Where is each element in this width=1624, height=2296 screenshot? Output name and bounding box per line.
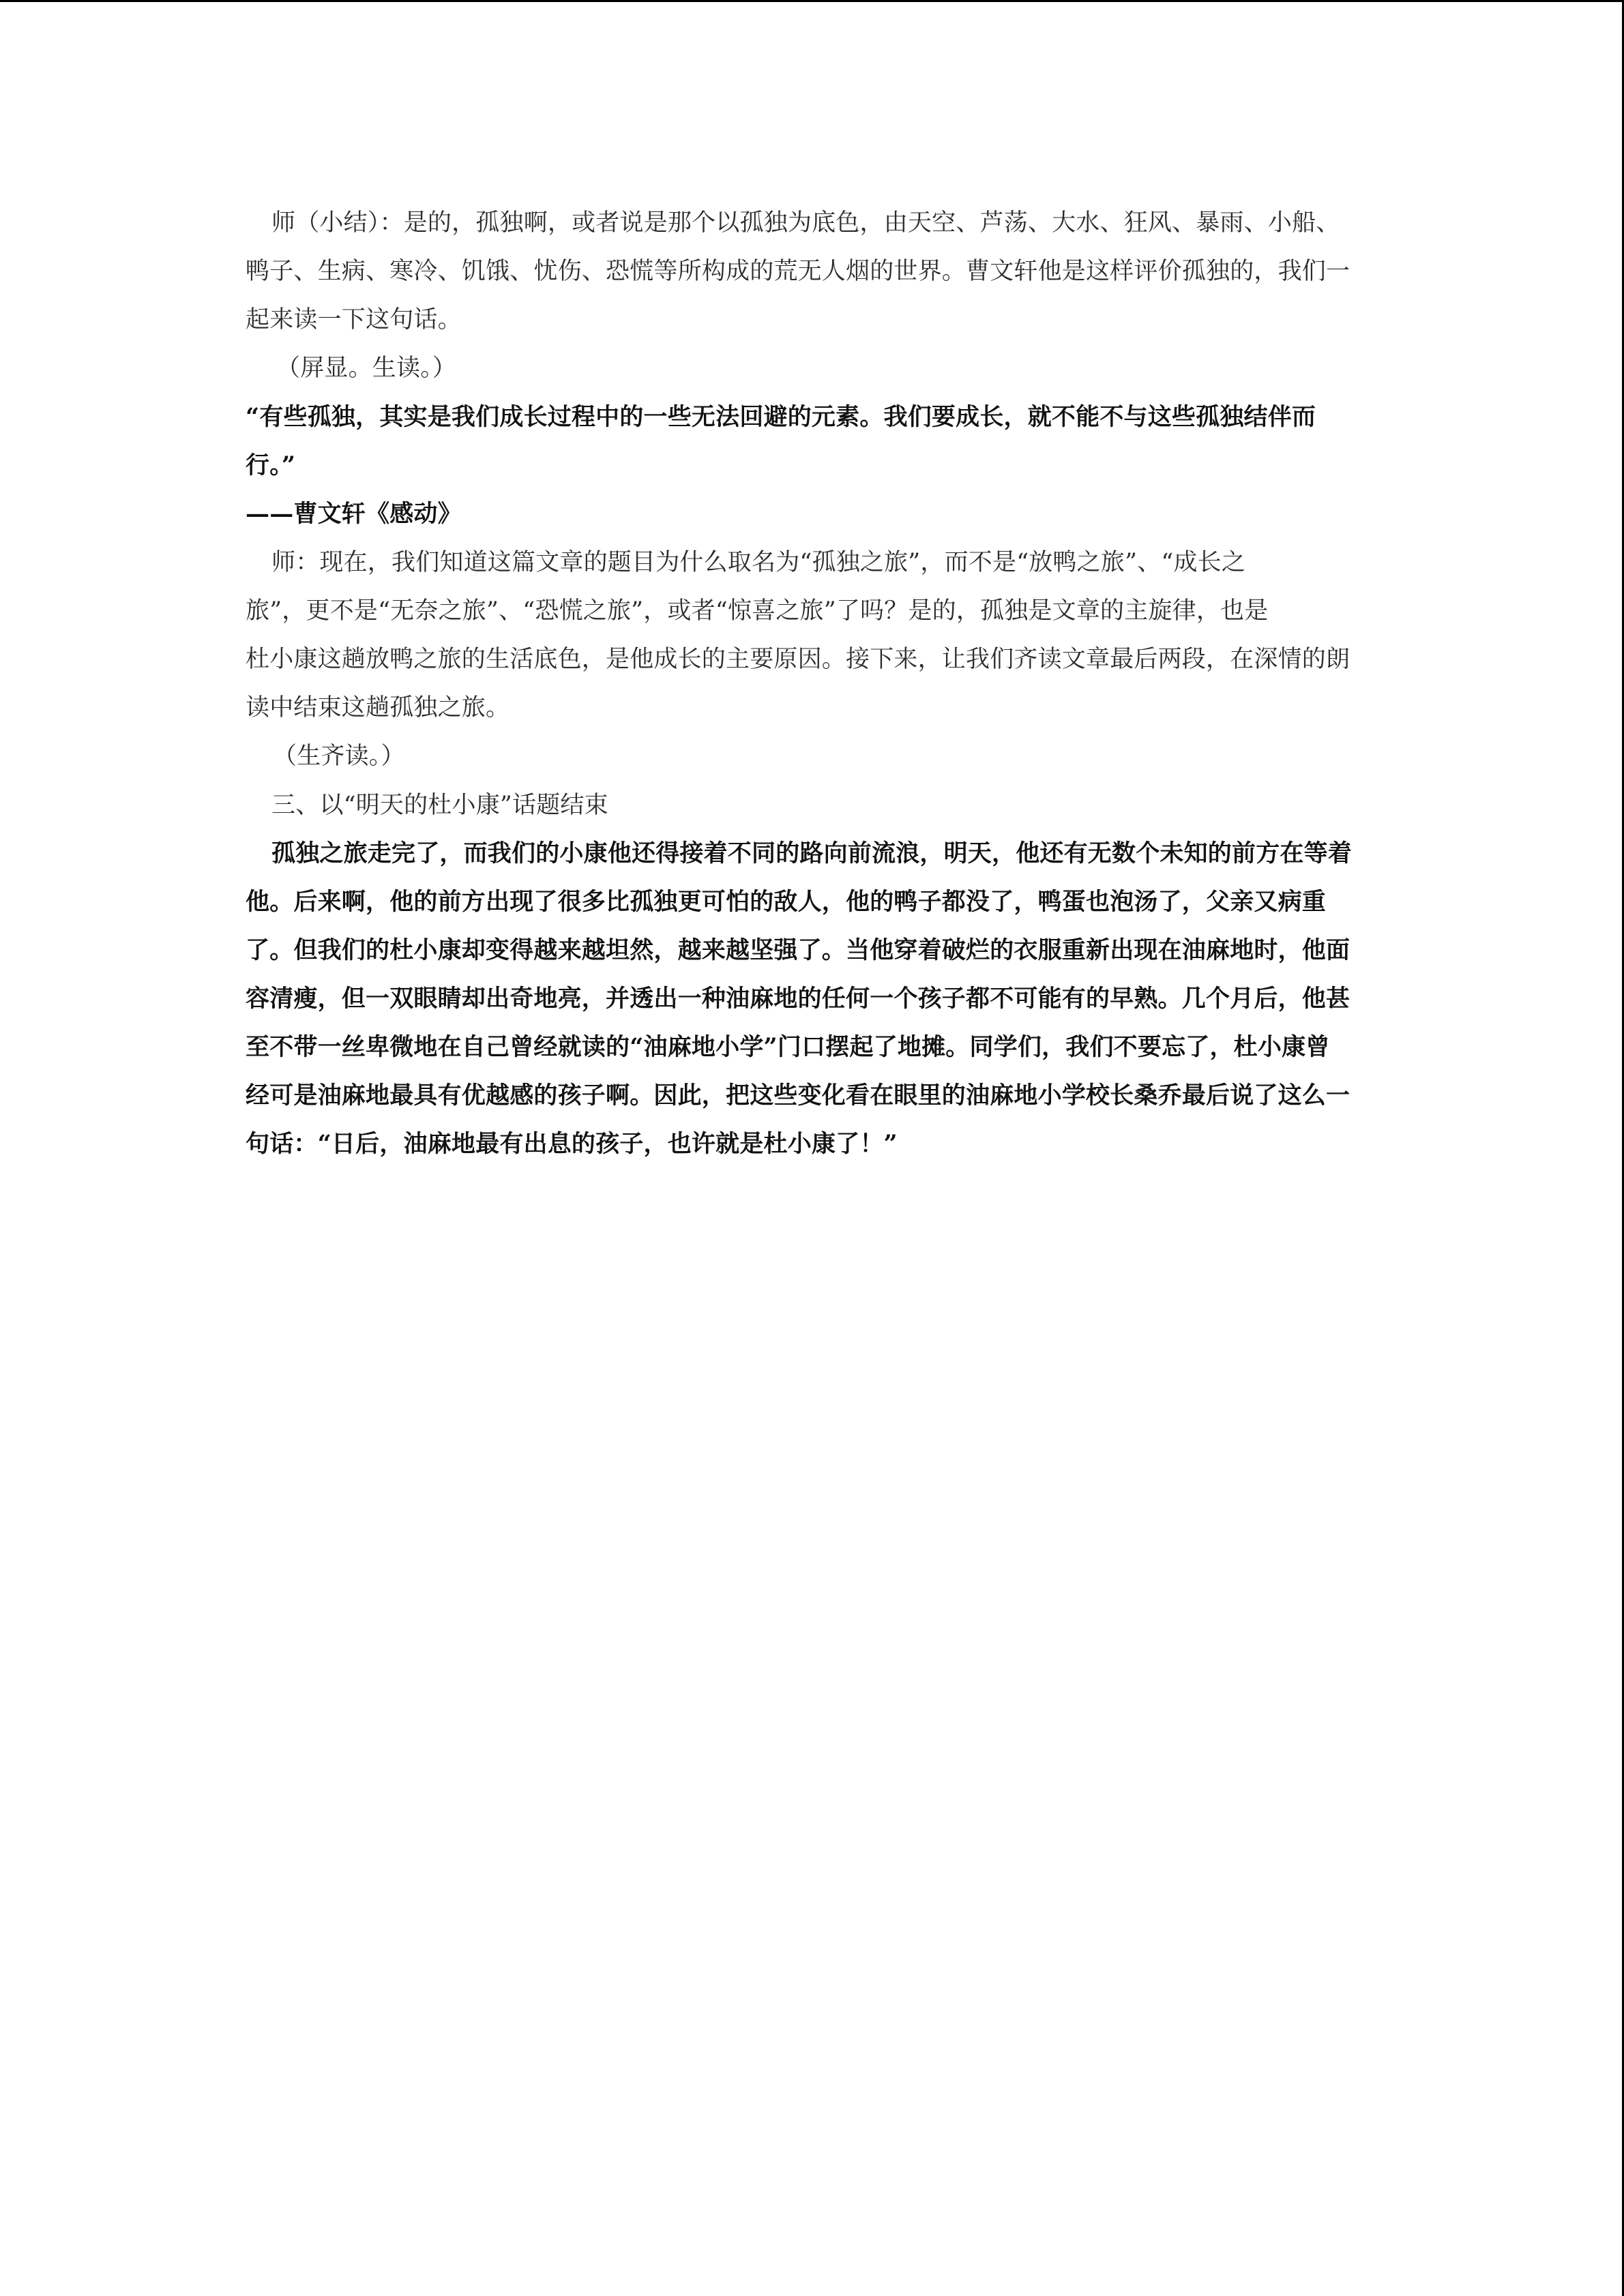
teacher-paragraph-line-2: 旅”，更不是“无奈之旅”、“恐慌之旅”，或者“惊喜之旅”了吗？是的，孤独是文章的主旋律，也是 bbox=[246, 597, 1269, 625]
closing-paragraph-line-1: 孤独之旅走完了，而我们的小康他还得接着不同的路向前流浪，明天，他还有无数个未知的前方在等着 bbox=[271, 839, 1353, 867]
closing-paragraph-line-2: 他。后来啊，他的前方出现了很多比孤独更可怕的敌人，他的鸭子都没了，鸭蛋也泡汤了，父亲又病重 bbox=[246, 888, 1327, 916]
quote-line-2: 行。” bbox=[246, 451, 296, 479]
summary-paragraph-line-2: 鸭子、生病、寒冷、饥饿、忧伤、恐慌等所构成的荒无人烟的世界。曹文轩他是这样评价孤独的，我们一 bbox=[246, 258, 1350, 285]
quote-attribution: ——曹文轩《感动》 bbox=[246, 500, 462, 528]
closing-paragraph-line-4: 容清瘦，但一双眼睛却出奇地亮，并透出一种油麻地的任何一个孩子都不可能有的早熟。几个月后，他甚 bbox=[246, 985, 1350, 1013]
quote-line-1: “有些孤独，其实是我们成长过程中的一些无法回避的元素。我们要成长，就不能不与这些孤独结伴而 bbox=[246, 403, 1316, 431]
screen-display-note: （屏显。生读。） bbox=[276, 355, 457, 382]
summary-paragraph-line-1: 师（小结）：是的，孤独啊，或者说是那个以孤独为底色，由天空、芦荡、大水、狂风、暴雨、小船、 bbox=[271, 209, 1340, 237]
closing-paragraph-line-6: 经可是油麻地最具有优越感的孩子啊。因此，把这些变化看在眼里的油麻地小学校长桑乔最后说了这么一 bbox=[246, 1082, 1350, 1109]
group-reading-note: （生齐读。） bbox=[273, 743, 405, 770]
section-heading: 三、以“明天的杜小康”话题结束 bbox=[271, 792, 608, 819]
teacher-paragraph-line-1: 师：现在，我们知道这篇文章的题目为什么取名为“孤独之旅”，而不是“放鸭之旅”、“成长之 bbox=[271, 549, 1246, 576]
teacher-paragraph-line-3: 杜小康这趟放鸭之旅的生活底色，是他成长的主要原因。接下来，让我们齐读文章最后两段，在深情的朗 bbox=[246, 646, 1350, 673]
closing-paragraph-line-3: 了。但我们的杜小康却变得越来越坦然，越来越坚强了。当他穿着破烂的衣服重新出现在油麻地时，他面 bbox=[246, 936, 1350, 964]
closing-paragraph-line-5: 至不带一丝卑微地在自己曾经就读的“油麻地小学”门口摆起了地摊。同学们，我们不要忘了，杜小康曾 bbox=[246, 1033, 1330, 1061]
teacher-paragraph-line-4: 读中结束这趟孤独之旅。 bbox=[246, 694, 510, 721]
summary-paragraph-line-3: 起来读一下这句话。 bbox=[246, 306, 462, 333]
closing-paragraph-line-7: 句话：“日后，油麻地最有出息的孩子，也许就是杜小康了！” bbox=[246, 1130, 898, 1158]
